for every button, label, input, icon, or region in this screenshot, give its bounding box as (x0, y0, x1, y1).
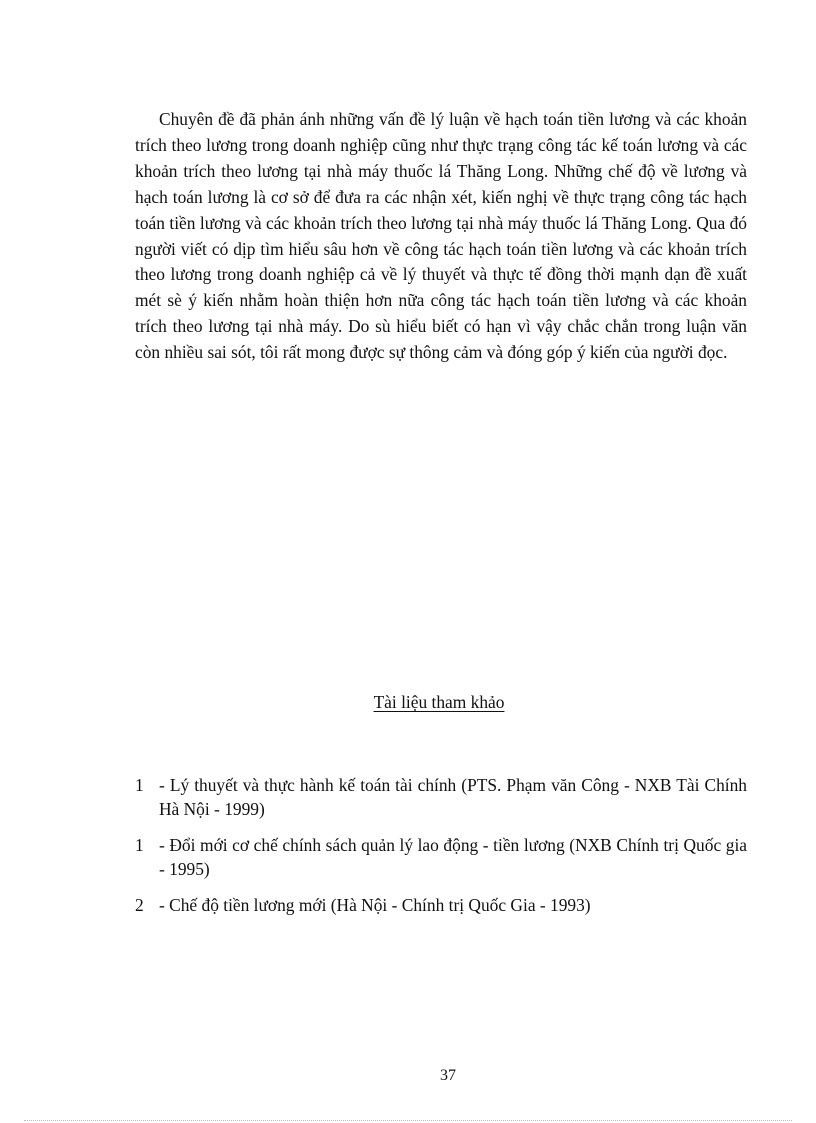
reference-text: - Lý thuyết và thực hành kế toán tài chính (PTS. Phạm văn Công - NXB Tài Chính Hà Nội - 1999) (159, 775, 747, 819)
reference-number: 2 (135, 895, 144, 915)
reference-item (135, 773, 747, 821)
references-title: Tài liệu tham khảo (373, 692, 505, 712)
reference-text: - Đổi mới cơ chế chính sách quản lý lao động - tiền lương (NXB Chính trị Quốc gia - 1995) (159, 835, 747, 879)
page-bottom-divider (24, 1120, 792, 1121)
reference-item (135, 893, 747, 917)
reference-number: 1 (135, 835, 144, 855)
reference-item (135, 833, 747, 881)
reference-number: 1 (135, 775, 144, 795)
body-paragraph: Chuyên đề đã phản ánh những vấn đề lý luận về hạch toán tiền lương và các khoản trích theo lương trong doanh nghiệp cũng như thực trạng công tác kế toán lương và các khoản trích theo lương tại nhà máy thuốc lá Thăng Long. Những chế độ về lương và hạch toán lương là cơ sở để đưa ra các nhận xét, kiến nghị về thực trạng công tác hạch toán tiền lương và các khoản trích theo lương tại nhà máy thuốc lá Thăng Long. Qua đó người viết có dịp tìm hiểu sâu hơn về công tác hạch toán tiền lương và các khoản trích theo lương trong doanh nghiệp cả về lý thuyết và thực tế đồng thời mạnh dạn đề xuất mét sè ý kiến nhằm hoàn thiện hơn nữa công tác hạch toán tiền lương và các khoản trích theo lương tại nhà máy. Do sù hiểu biết có hạn vì vậy chắc chắn trong luận văn còn nhiều sai sót, tôi rất mong được sự thông cảm và đóng góp ý kiến của người đọc. (135, 109, 747, 363)
references-list (135, 773, 747, 929)
reference-text: - Chế độ tiền lương mới (Hà Nội - Chính trị Quốc Gia - 1993) (159, 895, 591, 915)
page-number: 37 (440, 1067, 456, 1084)
